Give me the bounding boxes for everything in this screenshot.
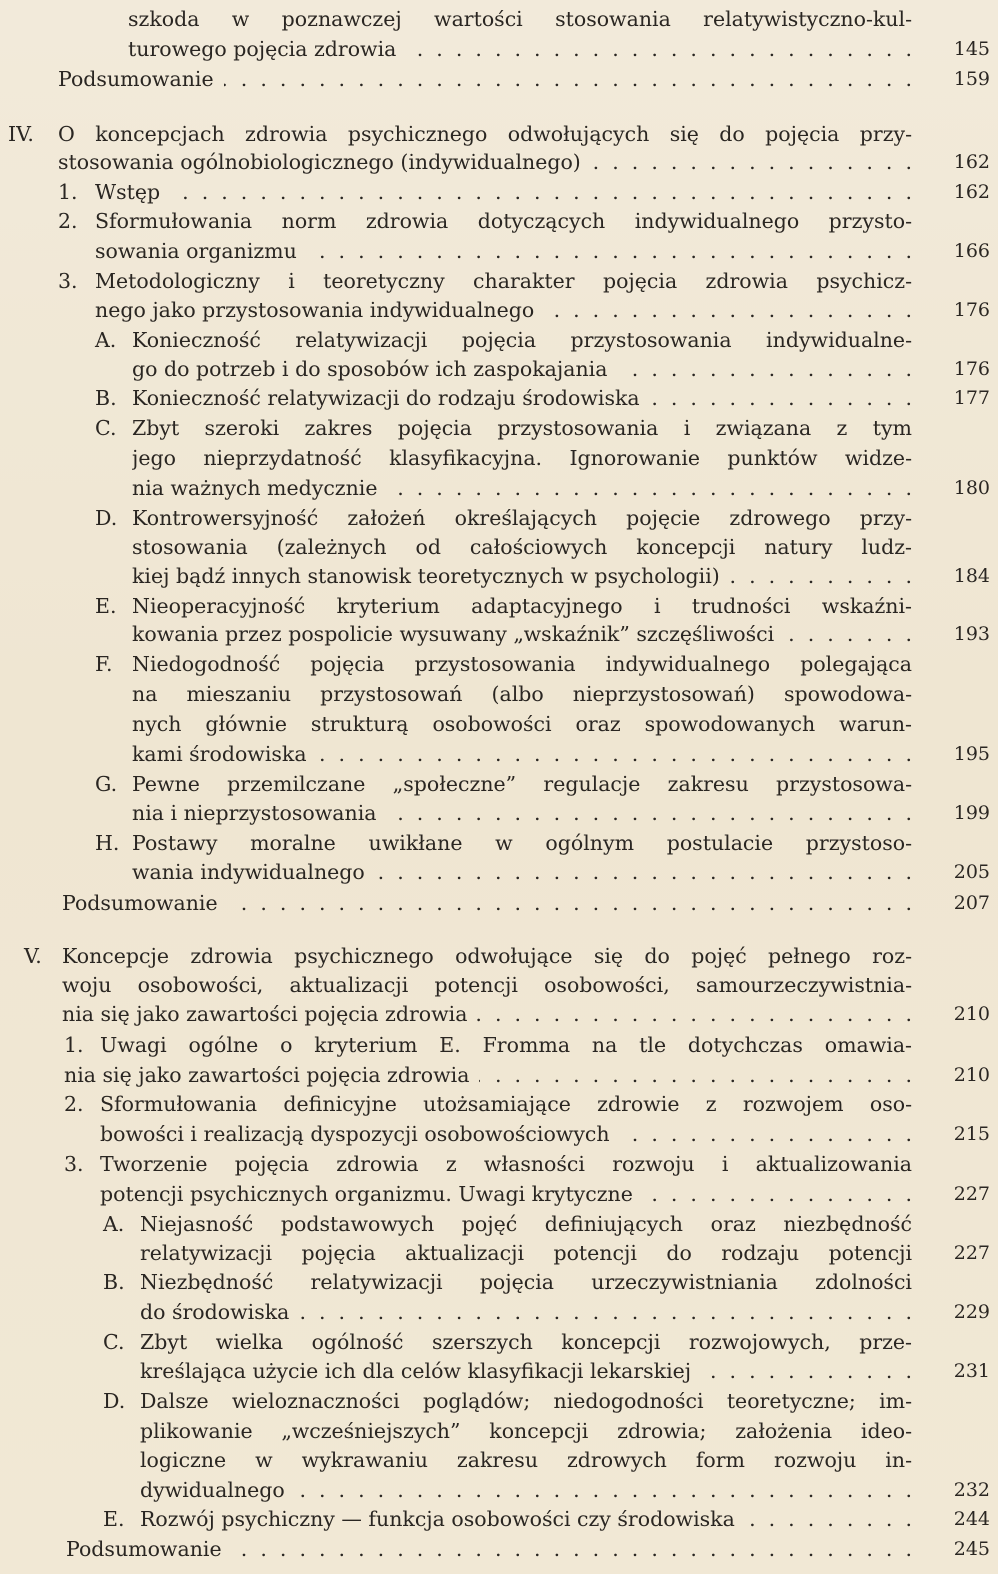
toc-entry-text: nych głównie strukturą osobowości oraz spowodowanych warun-	[132, 712, 912, 736]
toc-entry-text: Metodologiczny i teoretyczny charakter pojęcia zdrowia psychicz-	[95, 269, 912, 293]
toc-line	[0, 1328, 998, 1356]
toc-line	[0, 1357, 998, 1385]
toc-line	[0, 444, 998, 472]
page-number: 210	[953, 1064, 990, 1086]
dot-leader	[591, 148, 912, 176]
toc-entry-number: 2.	[58, 209, 78, 233]
toc-entry-text: kami środowiska	[132, 742, 307, 766]
toc-entry-text: Zbyt szeroki zakres pojęcia przystosowania i związana z tym	[132, 416, 912, 440]
toc-line	[0, 384, 998, 412]
dot-leader	[784, 620, 912, 648]
page-number: 205	[953, 861, 990, 883]
toc-line	[0, 680, 998, 708]
toc-entry-number: B.	[103, 1270, 125, 1294]
toc-line	[0, 1150, 998, 1178]
dot-leader	[701, 1357, 912, 1385]
toc-entry-number: C.	[103, 1330, 125, 1354]
page-number: 245	[953, 1538, 990, 1560]
toc-line	[0, 620, 998, 648]
dot-leader	[650, 384, 912, 412]
toc-line	[0, 1298, 998, 1326]
toc-line	[0, 1476, 998, 1504]
toc-entry-text: kiej bądź innych stanowisk teoretycznych w psychologii)	[132, 564, 720, 588]
toc-line	[0, 1239, 998, 1267]
toc-line	[0, 237, 998, 265]
toc-entry-number: V.	[24, 944, 42, 968]
toc-entry-number: E.	[103, 1507, 125, 1531]
toc-entry-text: woju osobowości, aktualizacji potencji osobowości, samourzeczywistnia-	[62, 973, 912, 997]
toc-entry-text: kreślająca użycie ich dla celów klasyfikacji lekarskiej	[140, 1359, 692, 1383]
toc-entry-number: B.	[95, 386, 117, 410]
page-number: 145	[953, 38, 990, 60]
toc-entry-number: A.	[103, 1212, 125, 1236]
toc-line	[0, 942, 998, 970]
toc-entry-text: sowania organizmu	[95, 239, 297, 263]
page-number: 229	[953, 1301, 990, 1323]
toc-entry-text: potencji psychicznych organizmu. Uwagi krytyczne	[100, 1182, 633, 1206]
page-number: 195	[953, 743, 990, 765]
dot-leader	[295, 1476, 912, 1504]
toc-line	[0, 414, 998, 442]
dot-leader	[299, 1298, 912, 1326]
toc-entry-number: C.	[95, 416, 117, 440]
toc-entry-number: 1.	[58, 180, 78, 204]
toc-line	[0, 971, 998, 999]
toc-entry-text: stosowania ogólnobiologicznego (indywidualnego)	[58, 150, 581, 174]
toc-entry-text: kowania przez pospolicie wysuwany „wskaźnik” szczęśliwości	[132, 622, 775, 646]
toc-entry-text: wania indywidualnego	[132, 860, 365, 884]
dot-leader	[620, 1120, 912, 1148]
dot-leader	[388, 474, 913, 502]
dot-leader	[317, 740, 912, 768]
toc-entry-text: bowości i realizacją dyspozycji osobowościowych	[100, 1122, 610, 1146]
toc-entry-text: Konieczność relatywizacji pojęcia przystosowania indywidualne-	[132, 328, 912, 352]
page-number: 177	[953, 387, 990, 409]
toc-entry-text: Podsumowanie	[58, 67, 214, 91]
toc-entry-text: Rozwój psychiczny — funkcja osobowości czy środowiska	[140, 1507, 735, 1531]
toc-line	[0, 120, 998, 148]
toc-line	[0, 1000, 998, 1028]
toc-entry-text: Wstęp	[95, 180, 161, 204]
toc-line	[0, 829, 998, 857]
toc-line	[0, 799, 998, 827]
dot-leader	[375, 858, 912, 886]
page-number: 162	[953, 151, 990, 173]
dot-leader	[232, 1535, 912, 1563]
toc-entry-number: F.	[95, 652, 113, 676]
toc-line	[0, 1031, 998, 1059]
toc-entry-text: turowego pojęcia zdrowia	[128, 37, 397, 61]
page-number: 231	[953, 1360, 990, 1382]
toc-entry-number: D.	[103, 1389, 126, 1413]
toc-entry-text: Niejasność podstawowych pojęć definiujących oraz niezbędność	[140, 1212, 912, 1236]
toc-entry-text: Konieczność relatywizacji do rodzaju środowiska	[132, 386, 640, 410]
toc-line	[0, 474, 998, 502]
toc-entry-number: 3.	[58, 269, 78, 293]
toc-entry-number: D.	[95, 506, 118, 530]
dot-leader	[224, 65, 912, 93]
toc-entry-text: dywidualnego	[140, 1478, 285, 1502]
toc-line	[0, 1268, 998, 1296]
toc-entry-text: Sformułowania norm zdrowia dotyczących indywidualnego przysto-	[95, 209, 912, 233]
page-number: 193	[953, 623, 990, 645]
toc-entry-text: nego jako przystosowania indywidualnego	[95, 298, 535, 322]
toc-entry-text: szkoda w poznawczej wartości stosowania relatywistyczno-kul-	[128, 7, 912, 31]
page-number: 162	[953, 181, 990, 203]
dot-leader	[730, 562, 912, 590]
toc-line	[0, 1210, 998, 1238]
toc-entry-number: E.	[95, 594, 117, 618]
toc-line	[0, 148, 998, 176]
toc-line	[0, 592, 998, 620]
toc-entry-text: stosowania (zależnych od całościowych koncepcji natury ludz-	[132, 535, 912, 559]
toc-line	[0, 504, 998, 532]
toc-entry-text: Dalsze wieloznaczności poglądów; niedogodności teoretyczne; im-	[140, 1389, 912, 1413]
dot-leader	[170, 178, 912, 206]
toc-entry-text: nia ważnych medycznie	[132, 476, 378, 500]
toc-line	[0, 207, 998, 235]
toc-line	[0, 1120, 998, 1148]
toc-entry-number: 3.	[64, 1152, 84, 1176]
toc-entry-text: relatywizacji pojęcia aktualizacji potencji do rodzaju potencji	[140, 1241, 912, 1265]
toc-entry-text: nia się jako zawartości pojęcia zdrowia	[64, 1063, 470, 1087]
toc-entry-number: G.	[95, 772, 118, 796]
toc-line	[0, 296, 998, 324]
toc-entry-text: Uwagi ogólne o kryterium E. Fromma na tle dotychczas omawia-	[100, 1033, 912, 1057]
toc-entry-number: IV.	[8, 122, 34, 146]
dot-leader	[544, 296, 912, 324]
toc-entry-text: plikowanie „wcześniejszych” koncepcji zdrowia; założenia ideo-	[140, 1419, 912, 1443]
toc-line	[0, 5, 998, 33]
toc-line	[0, 650, 998, 678]
toc-line	[0, 1505, 998, 1533]
page-number: 227	[953, 1183, 990, 1205]
toc-entry-text: Niedogodność pojęcia przystosowania indywidualnego polegająca	[132, 652, 912, 676]
toc-entry-number: 2.	[64, 1092, 84, 1116]
toc-line	[0, 562, 998, 590]
toc-entry-text: logiczne w wykrawaniu zakresu zdrowych form rozwoju in-	[140, 1448, 912, 1472]
page-number: 159	[953, 68, 990, 90]
toc-entry-number: A.	[95, 328, 117, 352]
dot-leader	[477, 1000, 912, 1028]
toc-entry-number: H.	[95, 831, 120, 855]
toc-line	[0, 1061, 998, 1089]
page-number: 244	[953, 1508, 990, 1530]
toc-entry-text: do środowiska	[140, 1300, 290, 1324]
toc-line	[0, 1535, 998, 1563]
toc-line	[0, 267, 998, 295]
toc-entry-text: go do potrzeb i do sposobów ich zaspokajania	[132, 357, 608, 381]
dot-leader	[228, 889, 912, 917]
dot-leader	[643, 1180, 912, 1208]
dot-leader	[745, 1505, 912, 1533]
toc-line	[0, 858, 998, 886]
toc-entry-text: Nieoperacyjność kryterium adaptacyjnego i trudności wskaźni-	[132, 594, 912, 618]
page-number: 176	[953, 358, 990, 380]
toc-line	[0, 533, 998, 561]
toc-line	[0, 65, 998, 93]
toc-entry-text: Sformułowania definicyjne utożsamiające zdrowie z rozwojem oso-	[100, 1092, 912, 1116]
toc-line	[0, 326, 998, 354]
page-number: 199	[953, 802, 990, 824]
toc-line	[0, 710, 998, 738]
page-number: 210	[953, 1003, 990, 1025]
toc-line	[0, 770, 998, 798]
page-number: 227	[953, 1242, 990, 1264]
toc-line	[0, 1417, 998, 1445]
toc-entry-text: O koncepcjach zdrowia psychicznego odwołujących się do pojęcia przy-	[58, 122, 912, 146]
toc-line	[0, 35, 998, 63]
toc-line	[0, 1446, 998, 1474]
page-number: 180	[953, 477, 990, 499]
toc-entry-text: Niezbędność relatywizacji pojęcia urzeczywistniania zdolności	[140, 1270, 912, 1294]
dot-leader	[617, 355, 912, 383]
toc-entry-text: Zbyt wielka ogólność szerszych koncepcji rozwojowych, prze-	[140, 1330, 912, 1354]
page-number: 215	[953, 1123, 990, 1145]
toc-entry-text: Postawy moralne uwikłane w ogólnym postulacie przystoso-	[132, 831, 912, 855]
toc-entry-text: na mieszaniu przystosowań (albo nieprzystosowań) spowodowa-	[132, 682, 912, 706]
toc-entry-text: Koncepcje zdrowia psychicznego odwołujące się do pojęć pełnego roz-	[62, 944, 912, 968]
toc-line	[0, 1180, 998, 1208]
toc-entry-text: nia się jako zawartości pojęcia zdrowia	[62, 1002, 468, 1026]
dot-leader	[386, 799, 912, 827]
dot-leader	[307, 237, 912, 265]
toc-line	[0, 1387, 998, 1415]
toc-line	[0, 178, 998, 206]
toc-line	[0, 889, 998, 917]
page-number: 207	[953, 892, 990, 914]
page-number: 166	[953, 240, 990, 262]
toc-line	[0, 740, 998, 768]
toc-entry-text: Pewne przemilczane „społeczne” regulacje zakresu przystosowa-	[132, 772, 912, 796]
dot-leader	[479, 1061, 912, 1089]
page-number: 176	[953, 299, 990, 321]
toc-line	[0, 1090, 998, 1118]
toc-entry-text: Kontrowersyjność założeń określających pojęcie zdrowego przy-	[132, 506, 912, 530]
toc-line	[0, 355, 998, 383]
dot-leader	[406, 35, 912, 63]
toc-entry-number: 1.	[64, 1033, 84, 1057]
page-number: 232	[953, 1479, 990, 1501]
toc-entry-text: Podsumowanie	[66, 1537, 222, 1561]
toc-entry-text: Podsumowanie	[62, 891, 218, 915]
toc-entry-text: jego nieprzydatność klasyfikacyjna. Ignorowanie punktów widze-	[132, 446, 912, 470]
toc-entry-text: Tworzenie pojęcia zdrowia z własności rozwoju i aktualizowania	[100, 1152, 912, 1176]
page-number: 184	[953, 565, 990, 587]
toc-entry-text: nia i nieprzystosowania	[132, 801, 377, 825]
